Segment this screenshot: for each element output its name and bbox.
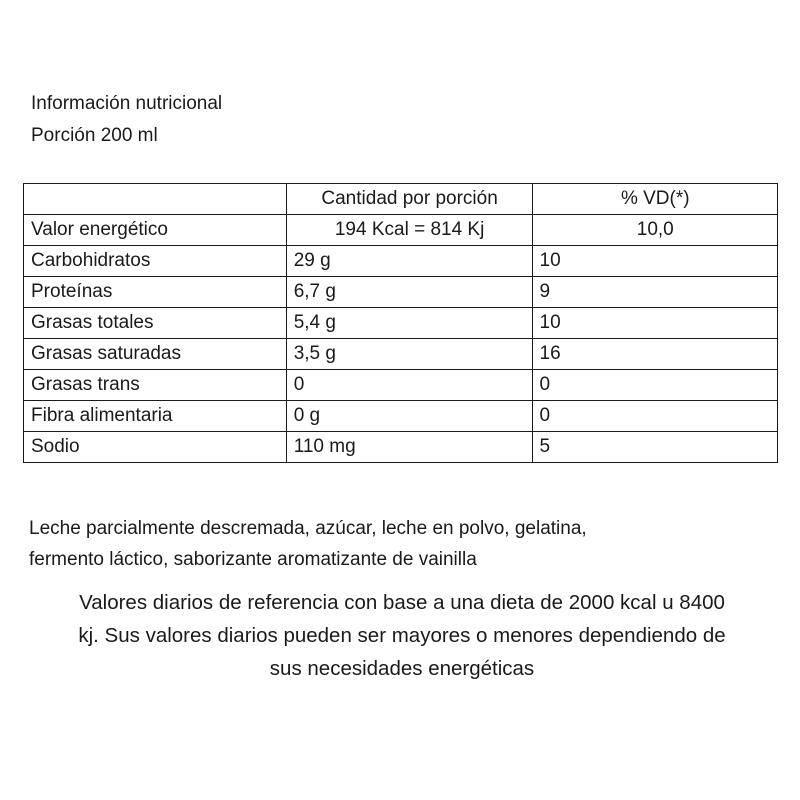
column-header-nutrient — [24, 184, 287, 215]
table-row — [24, 432, 778, 463]
table-row — [24, 277, 778, 308]
nutrient-vd: 9 — [532, 277, 778, 308]
nutrient-vd: 10 — [532, 246, 778, 277]
footnote-line: sus necesidades energéticas — [269, 657, 535, 680]
nutrient-amount: 0 g — [286, 401, 532, 432]
nutrient-label: Proteínas — [24, 277, 287, 308]
table-row — [24, 246, 778, 277]
nutrient-amount: 110 mg — [286, 432, 532, 463]
column-header-vd: % VD(*) — [532, 184, 778, 215]
nutrient-label: Grasas totales — [24, 308, 287, 339]
nutrient-amount: 29 g — [286, 246, 532, 277]
column-header-amount: Cantidad por porción — [286, 184, 532, 215]
nutrient-label: Sodio — [24, 432, 287, 463]
nutrient-vd: 10,0 — [532, 215, 778, 246]
nutrient-amount: 5,4 g — [286, 308, 532, 339]
table-row — [24, 339, 778, 370]
nutrient-vd: 5 — [532, 432, 778, 463]
footnote-line: kj. Sus valores diarios pueden ser mayores o menores dependiendo de — [78, 624, 726, 647]
footnote-line: Valores diarios de referencia con base a una dieta de 2000 kcal u 8400 — [79, 591, 725, 614]
nutrient-vd: 0 — [532, 401, 778, 432]
nutrient-vd: 10 — [532, 308, 778, 339]
daily-values-footnote — [22, 586, 782, 685]
table-row-energy — [24, 215, 778, 246]
table-row — [24, 308, 778, 339]
nutrient-vd: 16 — [532, 339, 778, 370]
nutrient-label: Grasas saturadas — [24, 339, 287, 370]
ingredients-text — [29, 513, 769, 575]
table-row — [24, 401, 778, 432]
page-title: Información nutricional — [31, 93, 223, 114]
nutrient-label: Fibra alimentaria — [24, 401, 287, 432]
nutrition-table — [23, 183, 778, 463]
table-header-row — [24, 184, 778, 215]
nutrient-label: Valor energético — [24, 215, 287, 246]
ingredients-line: fermento láctico, saborizante aromatizante de vainilla — [29, 549, 477, 570]
nutrient-amount: 6,7 g — [286, 277, 532, 308]
nutrient-amount: 0 — [286, 370, 532, 401]
portion-size: Porción 200 ml — [31, 125, 158, 146]
nutrient-label: Grasas trans — [24, 370, 287, 401]
nutrient-amount: 194 Kcal = 814 Kj — [286, 215, 532, 246]
table-row — [24, 370, 778, 401]
nutrient-label: Carbohidratos — [24, 246, 287, 277]
nutrient-amount: 3,5 g — [286, 339, 532, 370]
nutrient-vd: 0 — [532, 370, 778, 401]
ingredients-line: Leche parcialmente descremada, azúcar, leche en polvo, gelatina, — [29, 518, 587, 539]
